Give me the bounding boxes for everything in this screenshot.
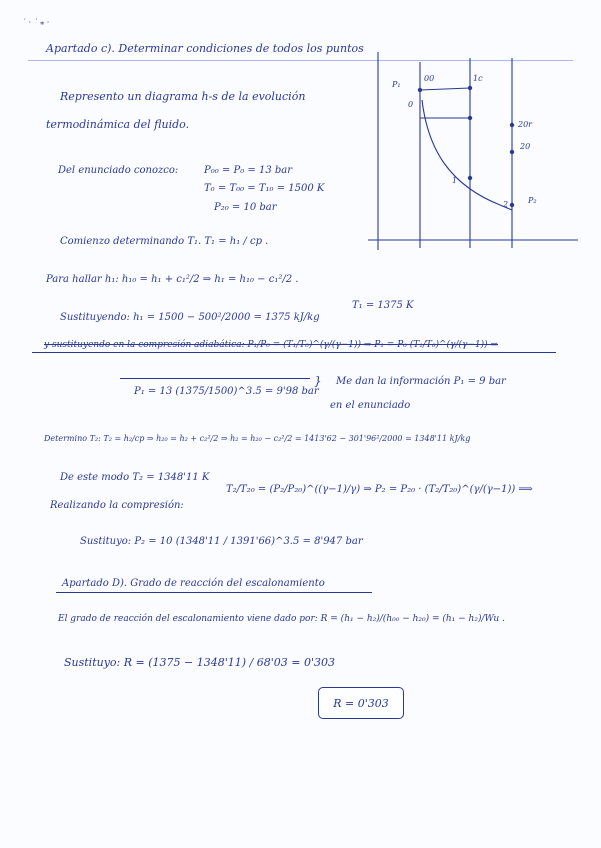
diagram-label-0: 0 bbox=[408, 100, 414, 109]
diagram-label-p2: P₂ bbox=[528, 196, 537, 205]
given-value-2: T₀ = T₀₀ = T₁₀ = 1500 K bbox=[204, 183, 325, 194]
diagram-label-1c: 1c bbox=[473, 74, 483, 83]
t1-result: T₁ = 1375 K bbox=[352, 300, 414, 311]
p1-underline bbox=[120, 378, 310, 379]
point-1 bbox=[468, 176, 472, 180]
determine-t1-line: Comienzo determinando T₁. T₁ = h₁ / cp . bbox=[60, 236, 269, 247]
boxed-result-text: R = 0'303 bbox=[333, 696, 389, 710]
p1-note-1: Me dan la información P₁ = 9 bar bbox=[336, 376, 506, 387]
given-label: Del enunciado conozco: bbox=[58, 165, 179, 176]
stray-marks: ˙ · ˙ ⁎ · bbox=[22, 18, 50, 27]
diagram-label-00: 00 bbox=[424, 74, 435, 83]
diagram-label-1: 1 bbox=[452, 176, 458, 185]
given-value-3: P₂₀ = 10 bar bbox=[214, 202, 277, 213]
section-d-heading: Apartado D). Grado de reacción del escalonamiento bbox=[62, 578, 325, 589]
given-value-1: P₀₀ = P₀ = 13 bar bbox=[204, 165, 293, 176]
diagram-label-p1: P₁ bbox=[392, 80, 401, 89]
compression-formula: T₂/T₂₀ = (P₂/P₂₀)^((γ−1)/γ) ⇒ P₂ = P₂₀ · (T₂/T₂₀)^(γ/(γ−1)) ⟹ bbox=[226, 484, 533, 495]
separator-line bbox=[32, 352, 556, 353]
expansion-curve bbox=[422, 100, 512, 210]
point-2 bbox=[510, 203, 514, 207]
point-20r bbox=[510, 123, 514, 127]
boxed-result bbox=[318, 687, 404, 719]
diagram-label-20r: 20r bbox=[518, 120, 533, 129]
diagram-label-20: 20 bbox=[520, 142, 531, 151]
compression-label: Realizando la compresión: bbox=[50, 500, 184, 511]
t2-result: De este modo T₂ = 1348'11 K bbox=[60, 472, 210, 483]
section-c-heading: Apartado c). Determinar condiciones de todos los puntos bbox=[46, 42, 364, 55]
section-d-underline bbox=[56, 592, 372, 593]
intro-line-1: Represento un diagrama h-s de la evolución bbox=[60, 90, 306, 103]
brace: } bbox=[314, 374, 322, 388]
p2-calculation: Sustituyo: P₂ = 10 (1348'11 / 1391'66)^3.5 = 8'947 bar bbox=[80, 536, 363, 547]
determine-t2-line: Determino T₂: T₂ = h₂/cp ⇒ h₂₀ = h₂ + c₂²/2 ⇒ h₂ = h₂₀ − c₂²/2 = 1413'62 − 301'96²/2000 = 1348'11 kJ/kg bbox=[44, 434, 471, 443]
find-h1-line: Para hallar h₁: h₁₀ = h₁ + c₁²/2 ⇒ h₁ = h₁₀ − c₁²/2 . bbox=[46, 274, 299, 285]
reaction-definition: El grado de reacción del escalonamiento viene dado por: R = (h₁ − h₂)/(h₀₀ − h₂₀) = (h₁ − h₂)/Wu . bbox=[58, 614, 505, 624]
adiabatic-line: y sustituyendo en la compresión adiabática: P₁/P₀ = (T₁/T₀)^(γ/(γ−1)) ⇒ P₁ = P₀ (T₁/T₀)^(γ/(γ−1)) ⇒ bbox=[44, 340, 499, 350]
point-10 bbox=[468, 86, 472, 90]
diagram-label-2: 2 bbox=[503, 200, 509, 209]
point-00 bbox=[418, 88, 422, 92]
substitute-h1-line: Sustituyendo: h₁ = 1500 − 500²/2000 = 1375 kJ/kg bbox=[60, 312, 320, 323]
p1-note-2: en el enunciado bbox=[330, 400, 411, 411]
intro-line-2: termodinámica del fluido. bbox=[46, 118, 190, 131]
point-20 bbox=[510, 150, 514, 154]
reaction-substitution: Sustituyo: R = (1375 − 1348'11) / 68'03 = 0'303 bbox=[64, 656, 335, 669]
point-1c bbox=[468, 116, 472, 120]
stagnation-line bbox=[420, 88, 470, 90]
p1-calculation: P₁ = 13 (1375/1500)^3.5 = 9'98 bar bbox=[134, 386, 319, 397]
